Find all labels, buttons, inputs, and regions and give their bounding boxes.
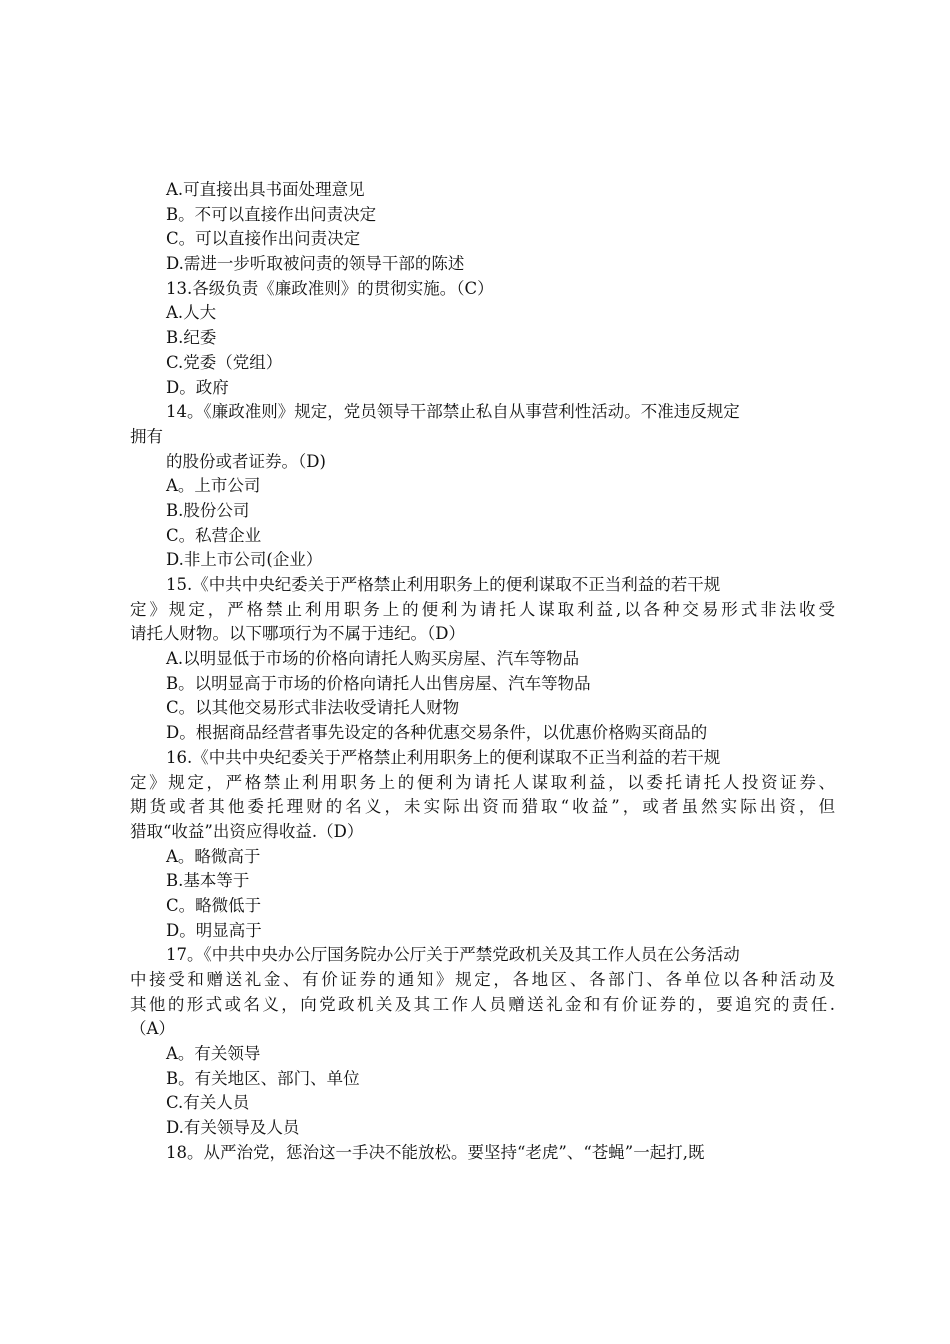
text-line: 13.各级负责《廉政准则》的贯彻实施。（C） <box>166 278 494 298</box>
text-line: 16.《中共中央纪委关于严格禁止利用职务上的便利谋取不正当利益的若干规 <box>166 747 721 767</box>
text-line: D.需进一步听取被问责的领导干部的陈述 <box>166 254 465 274</box>
text-line: C.党委（党组） <box>166 352 283 372</box>
text-line: D。政府 <box>166 377 229 397</box>
text-line: B.基本等于 <box>166 871 250 891</box>
text-line: D。根据商品经营者事先设定的各种优惠交易条件，以优惠价格购买商品的 <box>166 723 708 743</box>
text-line: A.人大 <box>166 303 217 323</box>
text-line: A.以明显低于市场的价格向请托人购买房屋、汽车等物品 <box>166 649 580 669</box>
text-line: （A） <box>130 1019 175 1039</box>
text-line: C.有关人员 <box>166 1093 250 1113</box>
text-line: B.纪委 <box>166 328 217 348</box>
text-line: 期货或者其他委托理财的名义，未实际出资而猎取“收益”，或者虽然实际出资，但 <box>130 797 835 817</box>
text-line: 其他的形式或名义，向党政机关及其工作人员赠送礼金和有价证券的，要追究的责任. <box>130 994 835 1014</box>
text-line: C。私营企业 <box>166 525 262 545</box>
text-line: 定》规定，严格禁止利用职务上的便利为请托人谋取利益,以各种交易形式非法收受 <box>130 599 835 619</box>
text-line: 中接受和赠送礼金、有价证券的通知》规定，各地区、各部门、各单位以各种活动及 <box>130 970 835 989</box>
text-line: A.可直接出具书面处理意见 <box>166 180 365 199</box>
text-line: 17。《中共中央办公厅国务院办公厅关于严禁党政机关及其工作人员在公务活动 <box>166 945 740 965</box>
text-line: 定》规定，严格禁止利用职务上的便利为请托人谋取利益，以委托请托人投资证券、 <box>130 772 835 792</box>
text-line: 请托人财物。以下哪项行为不属于违纪。（D） <box>130 624 465 644</box>
text-line: A。有关领导 <box>166 1044 261 1064</box>
text-line: A。略微高于 <box>166 846 261 866</box>
text-line: B。有关地区、部门、单位 <box>166 1068 360 1088</box>
text-line: B。以明显高于市场的价格向请托人出售房屋、汽车等物品 <box>166 673 591 693</box>
text-line: 15.《中共中央纪委关于严格禁止利用职务上的便利谋取不正当利益的若干规 <box>166 575 721 594</box>
text-line: D.有关领导及人员 <box>166 1118 300 1138</box>
text-line: C。以其他交易形式非法收受请托人财物 <box>166 698 460 718</box>
text-line: D。明显高于 <box>166 920 262 940</box>
text-line: 18。从严治党，惩治这一手决不能放松。要坚持“老虎”、“苍蝇”一起打,既 <box>166 1142 705 1162</box>
text-line: C。可以直接作出问责决定 <box>166 229 361 249</box>
text-line: 猎取“收益”出资应得收益.（D） <box>130 821 364 841</box>
document-body <box>130 178 835 1166</box>
text-line: 拥有 <box>130 426 163 446</box>
text-line: B。不可以直接作出问责决定 <box>166 204 377 224</box>
text-line: 的股份或者证券。（D) <box>166 451 326 471</box>
text-line: B.股份公司 <box>166 500 250 520</box>
text-line: 14。《廉政准则》规定，党员领导干部禁止私自从事营利性活动。不准违反规定 <box>166 402 740 422</box>
text-line: D.非上市公司(企业） <box>166 550 323 570</box>
text-line: C。略微低于 <box>166 895 262 915</box>
text-line: A。上市公司 <box>166 476 261 496</box>
